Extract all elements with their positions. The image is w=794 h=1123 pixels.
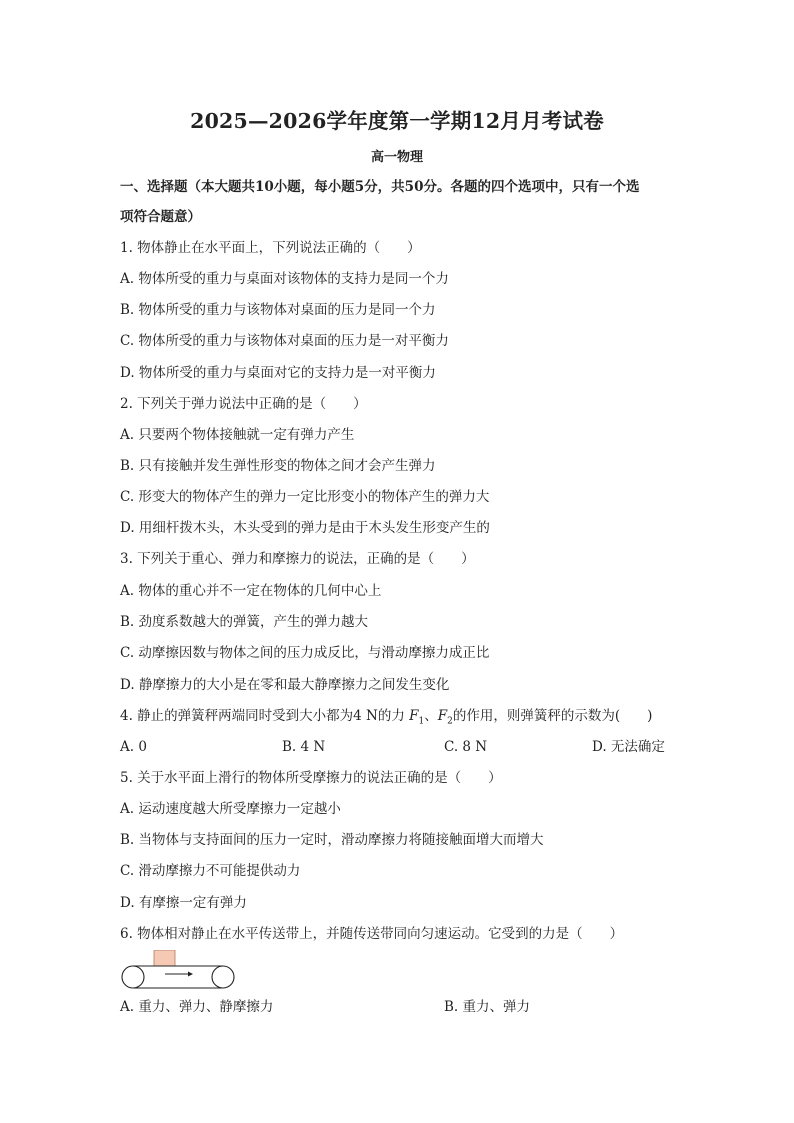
question-1-option-a: A. 物体所受的重力与桌面对该物体的支持力是同一个力 bbox=[120, 271, 449, 287]
question-6-option-b: B. 重力、弹力 bbox=[444, 999, 531, 1015]
question-4-stem-end: 的作用，则弹簧秤的示数为( ) bbox=[452, 708, 653, 724]
force-f1-symbol: F bbox=[409, 708, 419, 724]
question-4-option-d: D. 无法确定 bbox=[592, 739, 665, 755]
question-5-option-a: A. 运动速度越大所受摩擦力一定越小 bbox=[120, 801, 341, 817]
question-3-stem: 3. 下列关于重心、弹力和摩擦力的说法，正确的是（ ） bbox=[120, 551, 475, 567]
question-3-option-d: D. 静摩擦力的大小是在零和最大静摩擦力之间发生变化 bbox=[120, 677, 450, 693]
box-on-belt bbox=[154, 950, 175, 966]
direction-arrow bbox=[165, 972, 193, 977]
question-5-option-c: C. 滑动摩擦力不可能提供动力 bbox=[120, 863, 301, 879]
question-5-option-b: B. 当物体与支持面间的压力一定时，滑动摩擦力将随接触面增大而增大 bbox=[120, 832, 544, 848]
conveyor-belt-diagram bbox=[120, 950, 236, 992]
exam-subject: 高一物理 bbox=[370, 150, 423, 165]
question-5-stem: 5. 关于水平面上滑行的物体所受摩擦力的说法正确的是（ ） bbox=[120, 770, 502, 786]
question-1-option-c: C. 物体所受的重力与该物体对桌面的压力是一对平衡力 bbox=[120, 333, 449, 349]
question-4-stem-start: 4. 静止的弹簧秤两端同时受到大小都为4 N的力 bbox=[120, 708, 405, 724]
force-f1-subscript: 1 bbox=[418, 716, 425, 727]
right-roller bbox=[212, 966, 234, 988]
question-1-stem: 1. 物体静止在水平面上，下列说法正确的（ ） bbox=[120, 240, 421, 256]
question-1-option-d: D. 物体所受的重力与桌面对它的支持力是一对平衡力 bbox=[120, 365, 436, 381]
question-6-stem: 6. 物体相对静止在水平传送带上，并随传送带同向匀速运动。它受到的力是（ ） bbox=[120, 926, 624, 942]
section-heading-cont: 项符合题意） bbox=[120, 209, 201, 225]
question-3-option-c: C. 动摩擦因数与物体之间的压力成反比，与滑动摩擦力成正比 bbox=[120, 645, 490, 661]
question-2-option-a: A. 只要两个物体接触就一定有弹力产生 bbox=[120, 427, 355, 443]
question-2-option-b: B. 只有接触并发生弹性形变的物体之间才会产生弹力 bbox=[120, 458, 436, 474]
force-separator: 、 bbox=[424, 708, 438, 724]
force-f2-subscript: 2 bbox=[447, 716, 453, 727]
question-2-option-d: D. 用细杆拨木头，木头受到的弹力是由于木头发生形变产生的 bbox=[120, 520, 490, 536]
question-4-stem bbox=[120, 707, 652, 731]
question-4-option-c: C. 8 N bbox=[444, 739, 488, 755]
section-heading: 一、选择题（本大题共10小题，每小题5分，共50分。各题的四个选项中，只有一个选 bbox=[120, 179, 640, 195]
question-4-option-a: A. 0 bbox=[120, 739, 147, 755]
question-5-option-d: D. 有摩擦一定有弹力 bbox=[120, 895, 247, 911]
question-4-option-b: B. 4 N bbox=[282, 739, 326, 755]
question-3-option-a: A. 物体的重心并不一定在物体的几何中心上 bbox=[120, 583, 382, 599]
left-roller bbox=[122, 966, 144, 988]
question-6-option-a: A. 重力、弹力、静摩擦力 bbox=[120, 999, 274, 1015]
force-f2-symbol: F bbox=[437, 708, 448, 724]
question-1-option-b: B. 物体所受的重力与该物体对桌面的压力是同一个力 bbox=[120, 302, 436, 318]
question-3-option-b: B. 劲度系数越大的弹簧，产生的弹力越大 bbox=[120, 614, 369, 630]
question-2-stem: 2. 下列关于弹力说法中正确的是（ ） bbox=[120, 396, 367, 412]
question-2-option-c: C. 形变大的物体产生的弹力一定比形变小的物体产生的弹力大 bbox=[120, 489, 490, 505]
exam-title: 2025—2026学年度第一学期12月月考试卷 bbox=[190, 109, 604, 133]
